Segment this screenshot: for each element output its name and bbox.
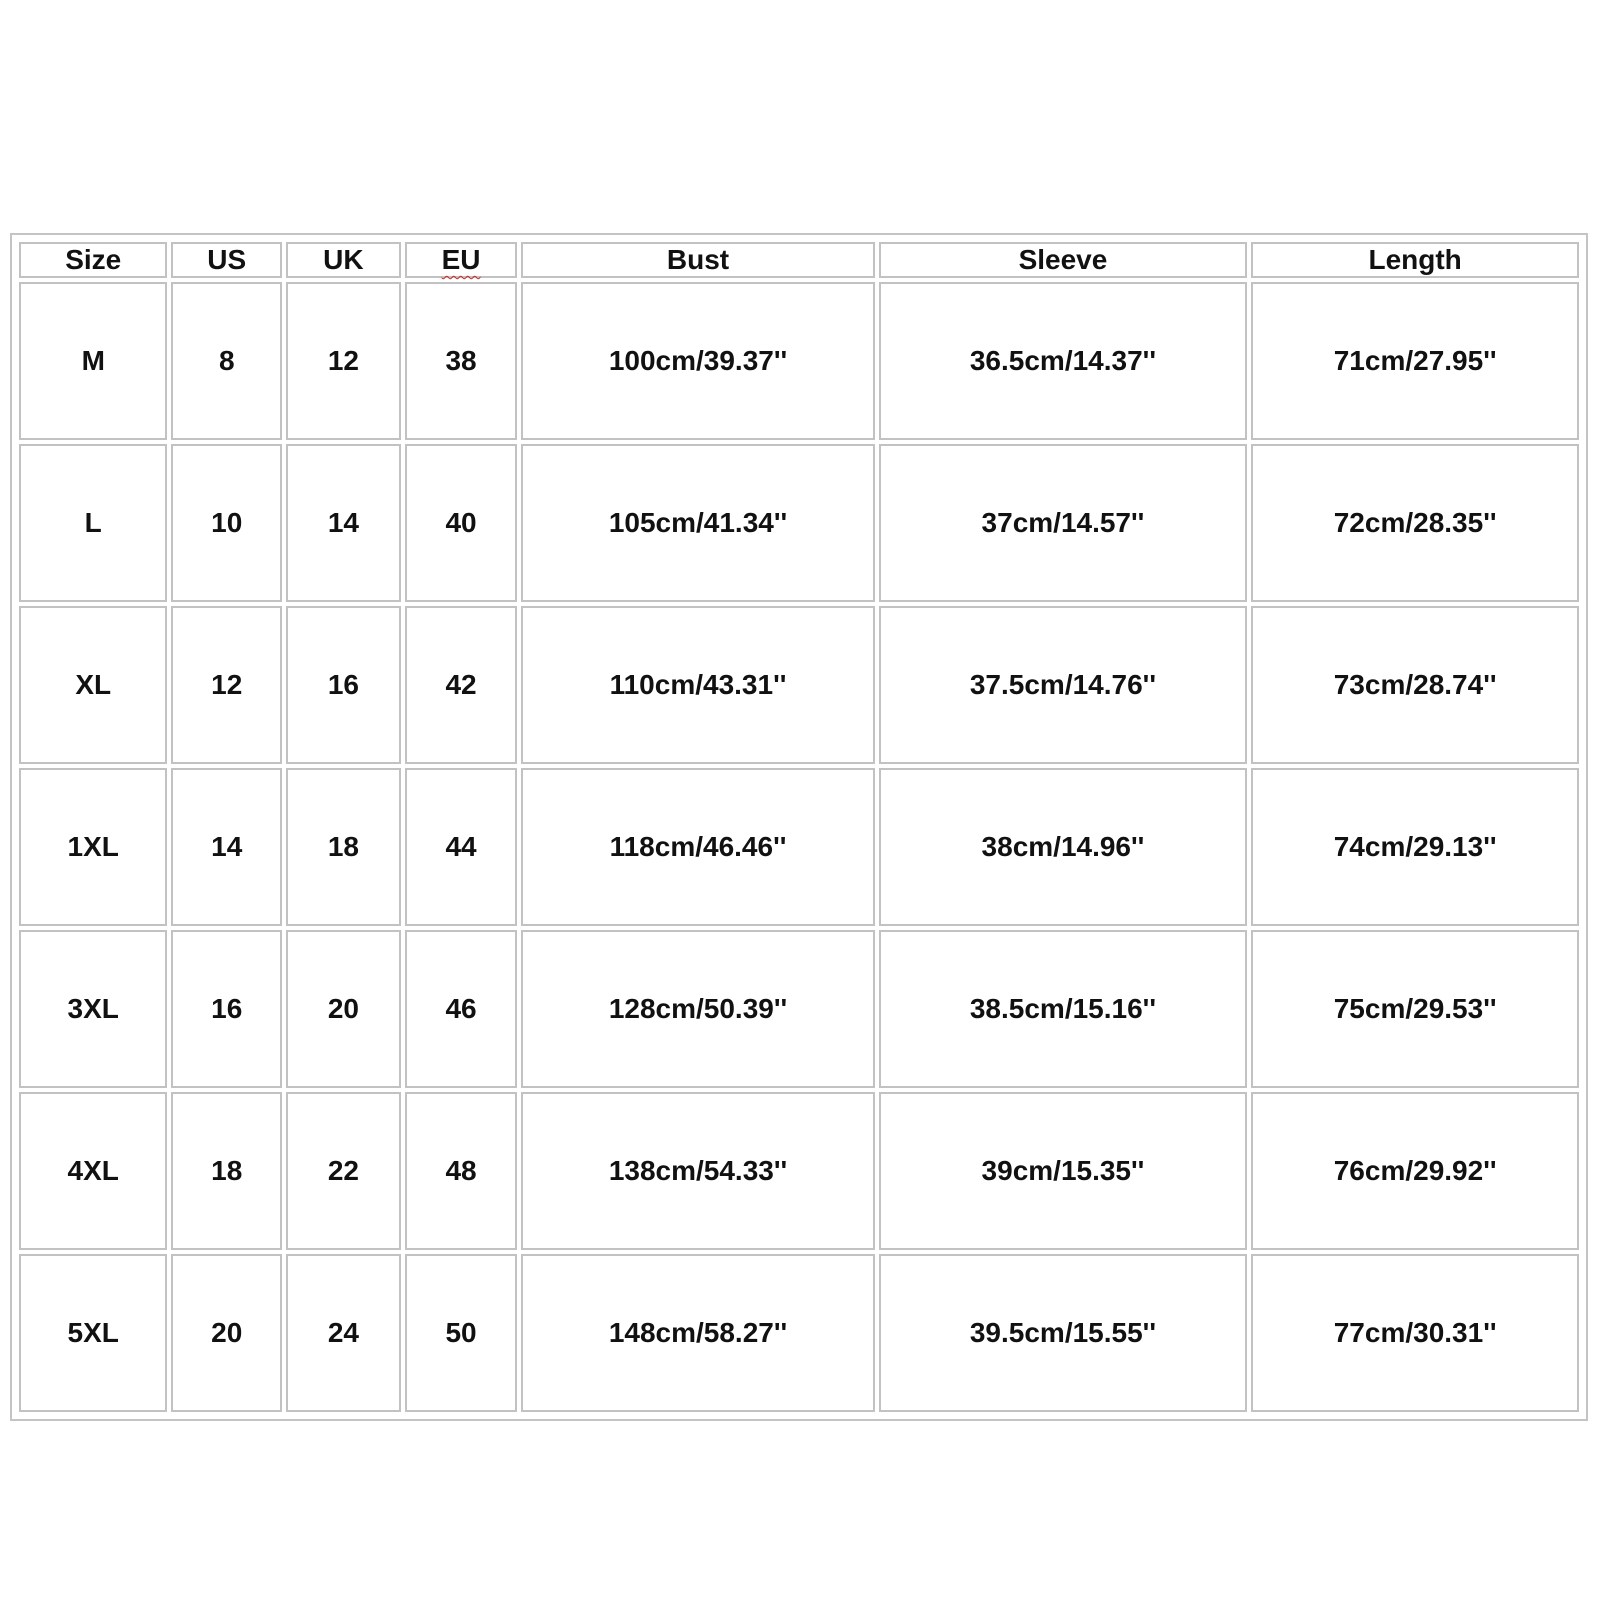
cell-sleeve: 37cm/14.57'': [879, 444, 1248, 602]
table-row: [19, 444, 1579, 602]
cell-eu: 38: [405, 282, 518, 440]
cell-length: 77cm/30.31'': [1251, 1254, 1579, 1412]
cell-uk: 12: [286, 282, 401, 440]
cell-bust: 110cm/43.31'': [521, 606, 874, 764]
cell-length: 76cm/29.92'': [1251, 1092, 1579, 1250]
cell-length: 75cm/29.53'': [1251, 930, 1579, 1088]
cell-sleeve: 39cm/15.35'': [879, 1092, 1248, 1250]
header-us: US: [171, 242, 282, 278]
cell-us: 18: [171, 1092, 282, 1250]
cell-eu: 44: [405, 768, 518, 926]
cell-uk: 18: [286, 768, 401, 926]
cell-uk: 14: [286, 444, 401, 602]
cell-us: 8: [171, 282, 282, 440]
cell-size: M: [19, 282, 167, 440]
cell-sleeve: 39.5cm/15.55'': [879, 1254, 1248, 1412]
cell-size: 3XL: [19, 930, 167, 1088]
cell-us: 16: [171, 930, 282, 1088]
cell-sleeve: 38cm/14.96'': [879, 768, 1248, 926]
cell-sleeve: 36.5cm/14.37'': [879, 282, 1248, 440]
cell-bust: 118cm/46.46'': [521, 768, 874, 926]
cell-eu: 50: [405, 1254, 518, 1412]
header-eu-label: EU: [441, 244, 481, 275]
cell-length: 71cm/27.95'': [1251, 282, 1579, 440]
cell-eu: 40: [405, 444, 518, 602]
table-row: [19, 930, 1579, 1088]
cell-eu: 42: [405, 606, 518, 764]
cell-us: 10: [171, 444, 282, 602]
size-chart-frame: [10, 233, 1588, 1421]
header-uk: UK: [286, 242, 401, 278]
size-chart-table: [15, 238, 1583, 1416]
cell-bust: 105cm/41.34'': [521, 444, 874, 602]
cell-uk: 24: [286, 1254, 401, 1412]
cell-size: 5XL: [19, 1254, 167, 1412]
cell-uk: 20: [286, 930, 401, 1088]
table-row: [19, 768, 1579, 926]
cell-bust: 100cm/39.37'': [521, 282, 874, 440]
cell-bust: 128cm/50.39'': [521, 930, 874, 1088]
cell-eu: 48: [405, 1092, 518, 1250]
cell-sleeve: 37.5cm/14.76'': [879, 606, 1248, 764]
table-row: [19, 1092, 1579, 1250]
cell-size: 1XL: [19, 768, 167, 926]
header-sleeve: Sleeve: [879, 242, 1248, 278]
header-size: Size: [19, 242, 167, 278]
cell-bust: 138cm/54.33'': [521, 1092, 874, 1250]
table-row: [19, 606, 1579, 764]
table-row: [19, 282, 1579, 440]
cell-length: 72cm/28.35'': [1251, 444, 1579, 602]
cell-uk: 16: [286, 606, 401, 764]
header-bust: Bust: [521, 242, 874, 278]
cell-length: 73cm/28.74'': [1251, 606, 1579, 764]
cell-size: L: [19, 444, 167, 602]
header-row: [19, 242, 1579, 278]
header-eu: [405, 242, 518, 278]
cell-sleeve: 38.5cm/15.16'': [879, 930, 1248, 1088]
cell-us: 20: [171, 1254, 282, 1412]
cell-size: 4XL: [19, 1092, 167, 1250]
cell-eu: 46: [405, 930, 518, 1088]
cell-us: 12: [171, 606, 282, 764]
table-row: [19, 1254, 1579, 1412]
cell-length: 74cm/29.13'': [1251, 768, 1579, 926]
header-length: Length: [1251, 242, 1579, 278]
cell-size: XL: [19, 606, 167, 764]
cell-us: 14: [171, 768, 282, 926]
cell-bust: 148cm/58.27'': [521, 1254, 874, 1412]
cell-uk: 22: [286, 1092, 401, 1250]
